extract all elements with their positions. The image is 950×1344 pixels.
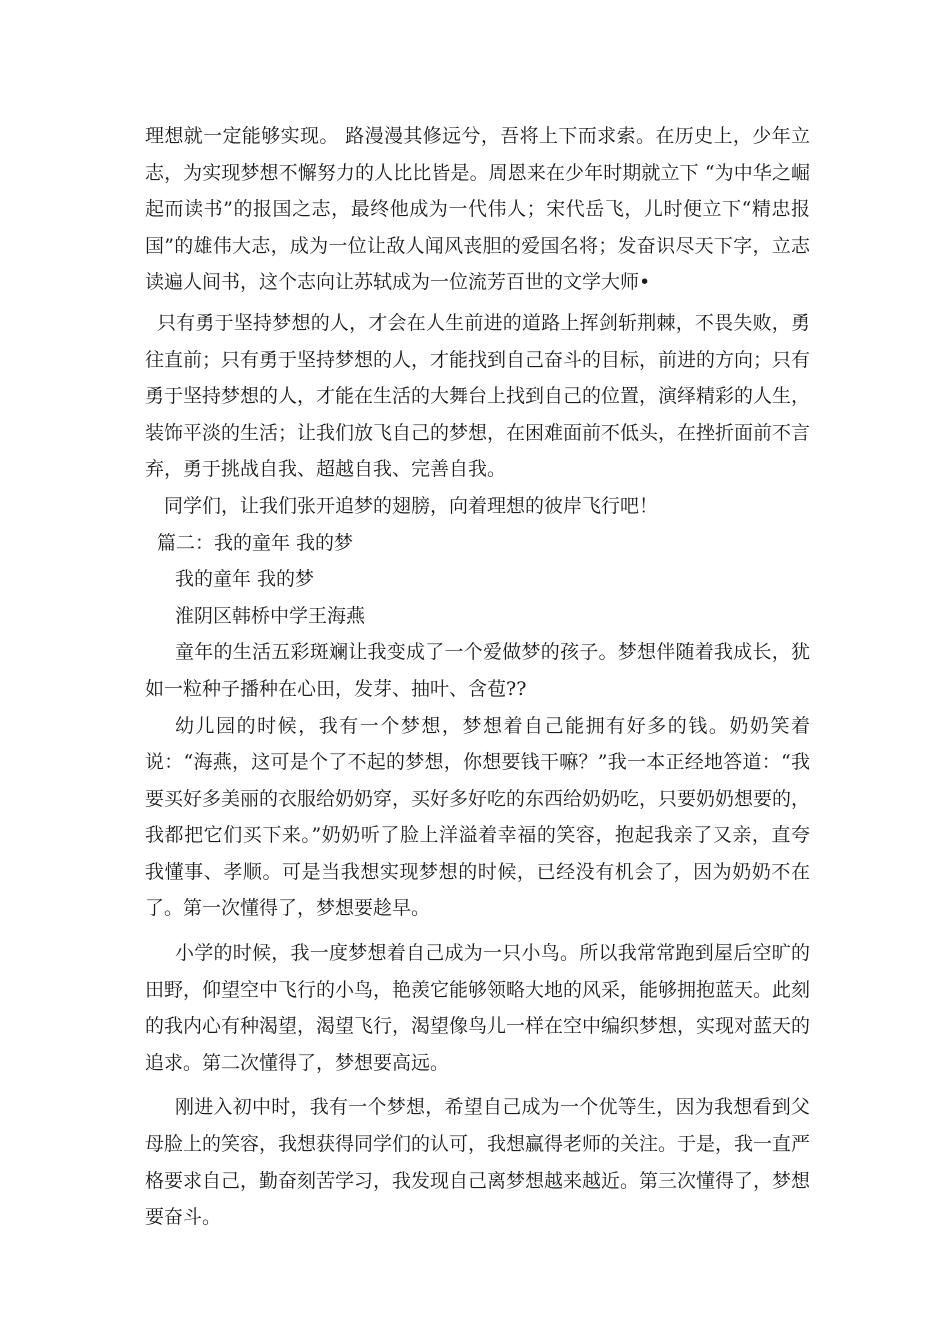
essay-title: 我的童年 我的梦 bbox=[175, 568, 315, 591]
document-body bbox=[145, 118, 810, 1236]
paragraph-primary-school-dream: 小学的时候，我一度梦想着自己成为一只小鸟。所以我常常跑到屋后空旷的田野，仰望空中飞行的小鸟，艳羡它能够领略大地的风采，能够拥抱蓝天。此刻的我内心有种渴望，渴望飞行，渴望像鸟儿一样在空中编织梦想，实现对蓝天的追求。第二次懂得了，梦想要高远。 bbox=[145, 942, 811, 1074]
paragraph-middle-school-dream: 刚进入初中时，我有一个梦想，希望自己成为一个优等生，因为我想看到父母脸上的笑容，我想获得同学们的认可，我想赢得老师的关注。于是，我一直严格要求自己，勤奋刻苦学习，我发现自己离梦想越来越近。第三次懂得了，梦想要奋斗。 bbox=[145, 1096, 811, 1229]
essay-author: 淮阴区韩桥中学王海燕 bbox=[175, 604, 366, 627]
paragraph-call-to-classmates: 同学们，让我们张开追梦的翅膀，向着理想的彼岸飞行吧！ bbox=[164, 494, 659, 517]
paragraph-kindergarten-dream: 幼儿园的时候，我有一个梦想，梦想着自己能拥有好多的钱。奶奶笑着说：“海燕，这可是个了不起的梦想，你想要钱干嘛？”我一本正经地答道：“我要买好多美丽的衣服给奶奶穿，买好多好吃的东西给奶奶吃，只要奶奶想要的，我都把它们买下来。”奶奶听了脸上洋溢着幸福的笑容，抱起我亲了又亲，直夸我懂事、孝顺。可是当我想实现梦想的时候，已经没有机会了，因为奶奶不在了。第一次懂得了，梦想要趁早。 bbox=[145, 714, 811, 920]
paragraph-persist-dreams: 只有勇于坚持梦想的人，才会在人生前进的道路上挥剑斩荆棘，不畏失败，勇往直前；只有勇于坚持梦想的人，才能找到自己奋斗的目标，前进的方向；只有勇于坚持梦想的人，才能在生活的大舞台上找到自己的位置，演绎精彩的人生，装饰平淡的生活；让我们放飞自己的梦想，在困难面前不低头，在挫折面前不言弃，勇于挑战自我、超越自我、完善自我。 bbox=[145, 311, 811, 481]
section-heading: 篇二：我的童年 我的梦 bbox=[157, 531, 354, 554]
paragraph-ideals-history: 理想就一定能够实现。 路漫漫其修远兮，吾将上下而求索。在历史上，少年立志，为实现梦想不懈努力的人比比皆是。周恩来在少年时期就立下 “为中华之崛起而读书”的报国之志，最终他成为一代伟人；宋代岳飞，儿时便立下“精忠报国”的雄伟大志，成为一位让敌人闻风丧胆的爱国名将；发奋识尽天下字，立志读遍人间书，这个志向让苏轼成为一位流芳百世的文学大师• bbox=[145, 125, 810, 294]
paragraph-childhood-dreams: 童年的生活五彩斑斓让我变成了一个爱做梦的孩子。梦想伴随着我成长，犹如一粒种子播种在心田，发芽、抽叶、含苞?? bbox=[145, 641, 810, 700]
